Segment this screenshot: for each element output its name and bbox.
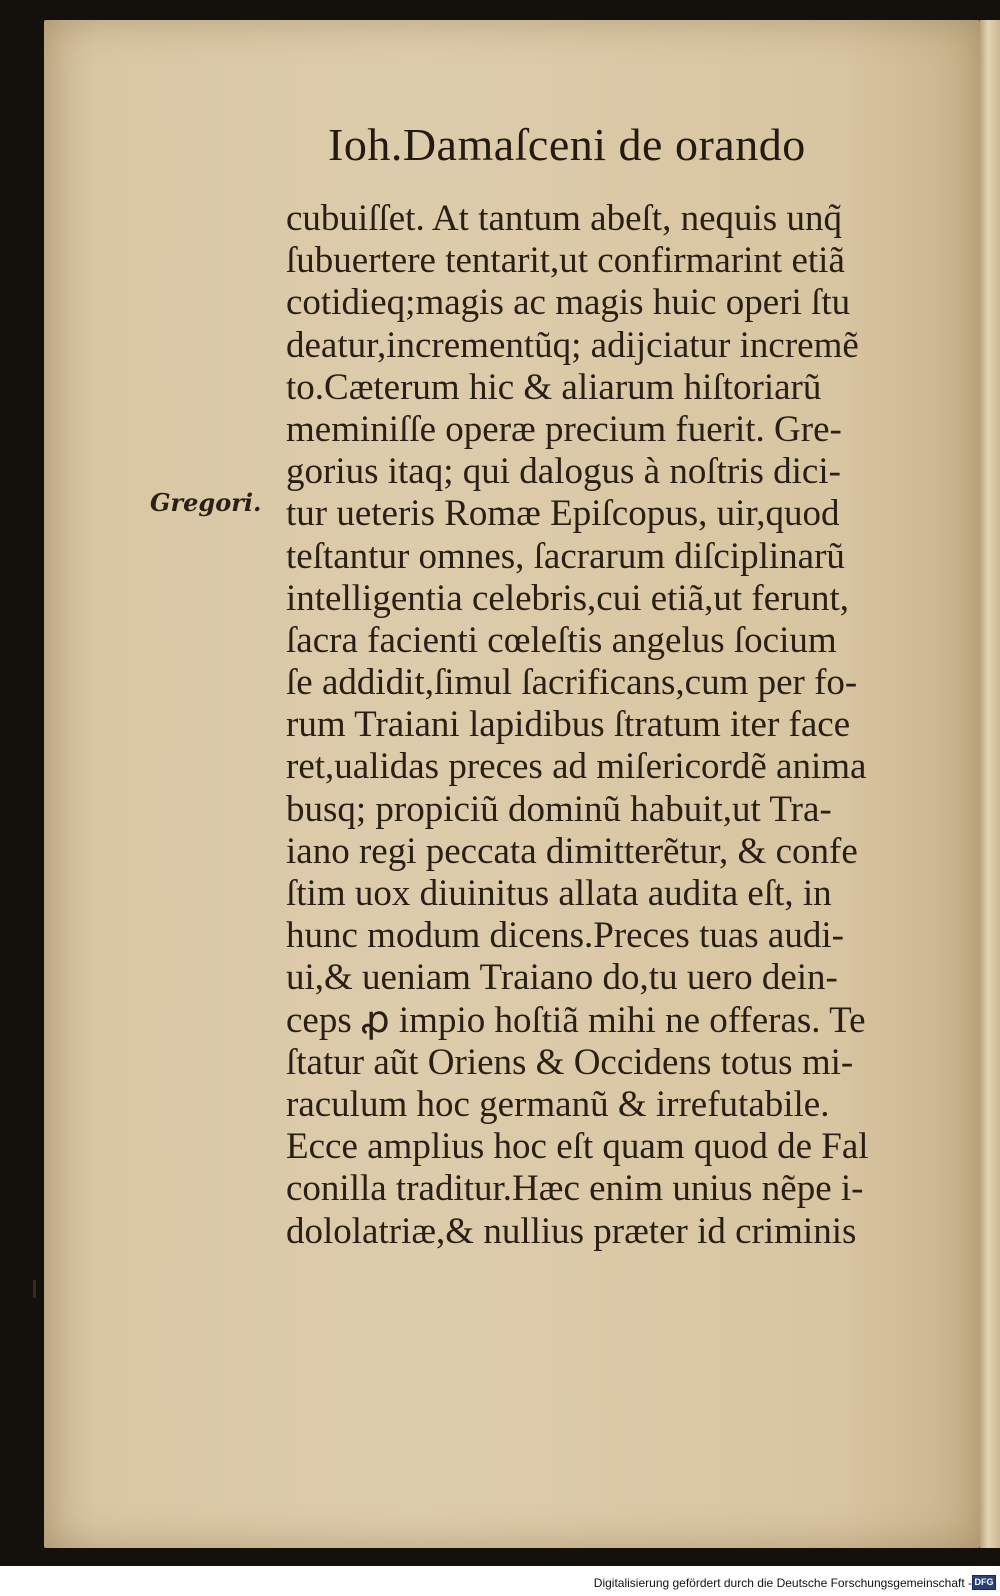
text-line: Ecce amplius hoc eſt quam quod de Fal (286, 1126, 869, 1168)
text-line: iano regi peccata dimitterẽtur, & confe (286, 830, 858, 872)
text-line: cotidieq;magis ac magis huic operi ſtu (286, 282, 851, 324)
text-line: to.Cæterum hic & aliarum hiſtoriarũ (286, 366, 822, 408)
text-line: conilla traditur.Hæc enim unius nẽpe i- (286, 1168, 864, 1210)
text-line: ſtim uox diuinitus allata audita eſt, in (286, 873, 832, 914)
text-line: teſtantur omnes, ſacrarum diſciplinarũ (286, 535, 845, 577)
text-line: gorius itaq; qui dalogus à noſtris dici- (286, 451, 841, 493)
text-line: ſacra facienti cœleſtis angelus ſocium (286, 619, 837, 661)
text-line: busq; propiciũ dominũ habuit,ut Tra- (286, 788, 832, 830)
text-line: cubuiſſet. At tantum abeſt, nequis unq̃ (286, 198, 842, 239)
text-line: rum Traiani lapidibus ſtratum iter face (286, 704, 851, 746)
text-line: ſubuertere tentarit,ut confirmarint etiã (286, 240, 845, 282)
text-line: raculum hoc germanũ & irrefutabile. (286, 1083, 830, 1125)
text-line: ret,ualidas preces ad miſericordẽ anima (286, 746, 867, 788)
running-head: Ioh.Damaſceni de orando (328, 119, 806, 170)
text-line: hunc modum dicens.Preces tuas audi- (286, 915, 844, 957)
text-line: dololatriæ,& nullius præter id criminis (286, 1210, 857, 1252)
text-line: ſtatur aũt Oriens & Occidens totus mi- (286, 1041, 854, 1083)
text-line: ui,& ueniam Traiano do,tu uero dein- (286, 957, 838, 999)
text-line: intelligentia celebris,cui etiã,ut ferunt, (286, 577, 850, 619)
text-line: ceps ꝓ impio hoſtiã mihi ne offeras. Te (286, 999, 866, 1041)
body-text (286, 198, 926, 1253)
page-edge (980, 20, 1000, 1548)
margin-mark (33, 1280, 36, 1298)
marginal-note: Gregori. (150, 488, 262, 517)
text-line: meminiſſe operæ precium fuerit. Gre- (286, 408, 842, 450)
text-line: ſe addidit,ſimul ſacrificans,cum per fo- (286, 662, 858, 704)
dfg-logo: DFG (972, 1575, 996, 1590)
text-line: deatur,incrementũq; adijciatur incremẽ (286, 324, 859, 366)
text-line: tur ueteris Romæ Epiſcopus, uir,quod (286, 493, 840, 535)
footer-credit: Digitalisierung gefördert durch die Deutsche Forschungsgemeinschaft - (593, 1576, 972, 1590)
